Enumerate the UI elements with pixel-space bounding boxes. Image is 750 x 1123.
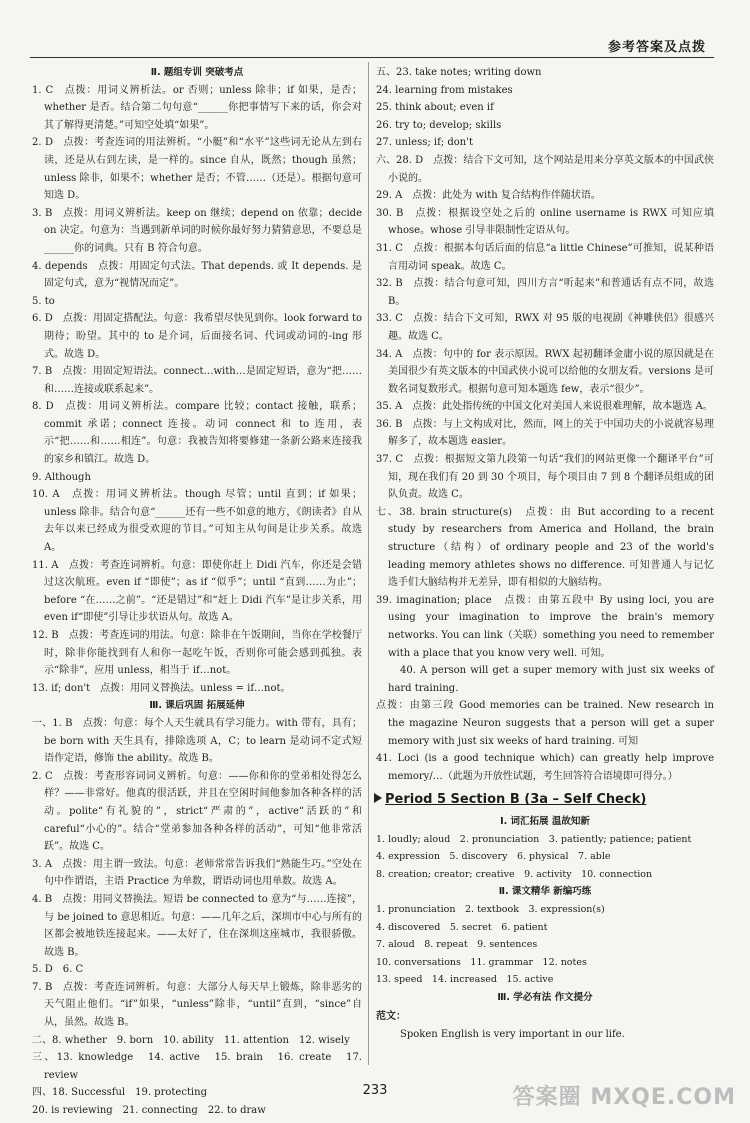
page-header-title: 参考答案及点拨 [607, 40, 706, 55]
answer-line: 8. creation; creator; creative 9. activity 10. connection [376, 868, 653, 880]
answer-item: 24. learning from mistakes [376, 84, 513, 96]
answer-item: 40. A person will get a super memory with just six weeks of hard training. [388, 665, 714, 694]
answer-item: 一、1. B 点拨：句意：每个人天生就具有学习能力。with 带有，具有；be born with 天生具有，排除选项 A，C；to learn 是动词不定式短语作定语，修饰 the ability。故选 B。 [32, 717, 362, 765]
answer-item: 27. unless; if; don't [376, 137, 473, 149]
section-heading: Ⅲ. 课后巩固 拓展延伸 [149, 700, 245, 712]
answer-item: 37. C 点拨：根据短文第九段第一句话“我们的网站更像一个翻译平台”可知，现在我们有 20 到 30 个项目，每个项目由 7 到 8 个翻译员组成的团队负责。故选 C。 [376, 454, 714, 501]
answer-line: 10. conversations 11. grammar 12. notes [376, 956, 587, 968]
answer-item: 2. D 点拨：考查连词的用法辨析。“小艇”和“水平”这些词无论从左到右读，还是从右到左读，是一样的。since 自从，既然；though 虽然；unless 除非，如果不；whether 是否；不管……（还是）。根据句意可知选 D。 [32, 137, 362, 202]
answer-item: 3. A 点拨：用主谓一致法。句意：老师常常告诉我们“熟能生巧。”空处在句中作谓语，主语 Practice 为单数，谓语动词也用单数。故选 A。 [32, 858, 362, 888]
section-heading: Ⅰ. 词汇拓展 温故知新 [500, 815, 590, 827]
answer-item: 4. depends 点拨：用固定句式法。That depends. 或 It depends. 是固定句式，意为“视情况而定”。 [32, 260, 362, 290]
period-title: Period 5 Section B (3a – Self Check) [385, 792, 647, 808]
sample-essay-text: Spoken English is very important in our life. [400, 1029, 625, 1041]
answer-item: 4. B 点拨：用同义替换法。短语 be connected to 意为“与……连接”，与 be joined to 意思相近。句意：——几年之后，深圳市中心与所有的区都会被地铁连接起来。——太好了，住在深圳这座城市，我很骄傲。故选 B。 [32, 893, 362, 958]
answer-item: 29. A 点拨：此处为 with 复合结构作伴随状语。 [376, 190, 601, 202]
answer-line: 13. speed 14. increased 15. active [376, 974, 554, 986]
answer-item: 2. C 点拨：考查形容词词义辨析。句意：——你和你的堂弟相处得怎么样？——非常好。他真的很活跃，并且在空闲时间他参加各种各样的活动。polite“有礼貌的”，strict“严肃的”，active“活跃的”和 careful“小心的”。结合“堂弟参加各种各样的活动”，可知“他非常活跃”。故选 C。 [32, 770, 362, 853]
answer-item: 41. Loci (is a good technique which) can greatly help improve memory/…（此题为开放性试题，考生回答符合语境即可得分。） [376, 753, 714, 782]
answer-item: 9. Although [32, 471, 91, 483]
triangle-marker-icon [374, 793, 382, 803]
answer-item: 7. B 点拨：用固定短语法。connect…with…是固定短语，意为“把……和……连接或联系起来”。 [32, 366, 362, 395]
answer-item: 3. B 点拨：用词义辨析法。keep on 继续；depend on 依靠；decide on 决定。句意为：当遇到新单词的时候你最好努力猜猜意思，不要总是______你的词典。只有 B 符合句意。 [32, 207, 362, 254]
answer-item: 七、38. brain structure(s) 点拨：由 But according to a recent study by researchers from America and Holland, the brain structure（结构）of ordinary people and 23 of the world's leading memory athletes shows no difference. 可知普通人与记忆选手们大脑结构并无差异，即有相似的大脑结构。 [376, 506, 714, 589]
answer-item: 二、8. whether 9. born 10. ability 11. attention 12. wisely [32, 1034, 350, 1046]
answer-item: 7. B 点拨：考查连词辨析。句意：大部分人每天早上锻炼，除非恶劣的天气阻止他们。“if”如果，“unless”除非，“until”直到，“since”自从，虽然。故选 B。 [32, 981, 362, 1029]
answer-item: 35. A 点拨：此处指传统的中国文化对美国人来说很难理解，故本题选 A。 [376, 401, 713, 413]
answer-item: 26. try to; develop; skills [376, 119, 502, 131]
answer-item: 6. D 点拨：用固定搭配法。句意：我希望尽快见到你。look forward to 期待；盼望。其中的 to 是介词，后面接名词、代词或动词的-ing 形式。故选 D。 [32, 313, 362, 360]
answer-item: 34. A 点拨：句中的 for 表示原因。RWX 起初翻译金庸小说的原因就是在美国很少有英文版本的中国武侠小说可以给他的女朋友看。versions 是可数名词复数形式。根据句意可知本题选 few，表示“很少”。 [376, 348, 714, 395]
answer-item: 四、18. Successful 19. protecting [32, 1087, 207, 1099]
answer-item: 五、23. take notes; writing down [376, 67, 542, 78]
section-heading: Ⅲ. 学必有法 作文提分 [497, 991, 593, 1003]
answer-line: 4. discovered 5. secret 6. patient [376, 921, 548, 933]
right-column [376, 64, 714, 1044]
answer-item: 12. B 点拨：考查连词的用法。句意：除非在午饭期间，当你在学校餐厅时，除非你能找到有人和你一起吃午饭，否则你可能会感到孤独。表示“除非”，应用 unless，相当于 if…not。 [32, 630, 362, 677]
answer-item: 六、28. D 点拨：结合下文可知，这个网站是用来分享英文版本的中国武侠小说的。 [376, 154, 714, 184]
answer-item: 点拨：由第三段 Good memories can be trained. New research in the magazine Neuron suggests that a person will get a super memory with just six weeks of hard training. 可知 [376, 700, 714, 747]
answer-item: 1. C 点拨：用词义辨析法。or 否则；unless 除非；if 如果，是否；whether 是否。结合第二句句意“______你把事情写下来的话，你会对其了解得更清楚。”可知空处填“如果”。 [32, 84, 362, 131]
answer-item: 30. B 点拨：根据设空处之后的 online username is RWX 可知应填 whose。whose 引导非限制性定语从句。 [376, 207, 714, 237]
answer-item: 8. D 点拨：用词义辨析法。compare 比较；contact 接触，联系；commit 承诺；connect 连接。动词 connect 和 to 连用，表示“把……和……相连”。句意：我被告知将要修建一条新公路来连接我的家乡和镇江。故选 D。 [32, 401, 362, 466]
answer-item: 33. C 点拨：结合下文可知，RWX 对 95 版的电视剧《神雕侠侣》很感兴趣。故选 C。 [376, 313, 714, 342]
answer-item: 39. imagination; place 点拨：由第五段中 By using loci, you are using your imagination to improve the brain's memory networks. You can link（关联）something you need to remember with a place that you know very well. 可知。 [376, 594, 715, 659]
page-number: 233 [362, 1083, 388, 1098]
header-divider [30, 57, 714, 58]
answer-item: 36. B 点拨：与上文构成对比，然而，网上的关于中国功夫的小说就容易理解多了，故本题选 easier。 [376, 418, 714, 448]
answer-item: 13. if; don't 点拨：用同义替换法。unless = if…not。 [32, 682, 291, 694]
answer-item: 11. A 点拨：考查连词辨析。句意：即使你赶上 Didi 汽车，你还是会错过这次航班。even if “即使”；as if “似乎”；until “直到……为止”；before “在……之前”。“还是错过”和“赶上 Didi 汽车”是让步关系，用 even if“即使”引导让步状语从句。故选 A。 [32, 559, 362, 624]
answer-item: 32. B 点拨：结合句意可知，四川方言“听起来”和普通话有点不同，故选 B。 [376, 278, 714, 307]
answer-item: 三、13. knowledge 14. active 15. brain 16. create 17. review [32, 1052, 362, 1081]
column-divider [368, 62, 369, 1065]
answer-item: 10. A 点拨：用词义辨析法。though 尽管；until 直到；if 如果；unless 除非。结合句意“______还有一些不如意的地方，《朗读者》自从去年以来已经成为很受欢迎的节目。”可知主从句间是让步关系。故选 A。 [32, 489, 362, 554]
answer-line: 1. loudly; aloud 2. pronunciation 3. patiently; patience; patient [376, 833, 692, 845]
answer-line: 1. pronunciation 2. textbook 3. expression(s) [376, 903, 605, 915]
answer-item: 5. to [32, 295, 55, 307]
section-heading: Ⅱ. 课文精华 新编巧练 [498, 886, 592, 898]
section-heading: Ⅱ. 题组专训 突破考点 [150, 67, 244, 78]
period-heading [374, 791, 714, 809]
answer-item: 31. C 点拨：根据本句话后面的信息“a little Chinese”可推知，说某种语言用动词 speak。故选 C。 [376, 242, 714, 272]
answer-item: 20. is reviewing 21. connecting 22. to draw [32, 1105, 266, 1117]
answer-item: 25. think about; even if [376, 102, 494, 114]
sample-essay-label: 范文： [376, 1011, 406, 1023]
left-column [32, 64, 362, 1120]
answer-item: 5. D 6. C [32, 964, 84, 976]
answer-line: 4. expression 5. discovery 6. physical 7. able [376, 851, 611, 863]
answer-line: 7. aloud 8. repeat 9. sentences [376, 939, 538, 951]
watermark-logo: 答案圈 MXQE.COM [512, 1085, 736, 1110]
